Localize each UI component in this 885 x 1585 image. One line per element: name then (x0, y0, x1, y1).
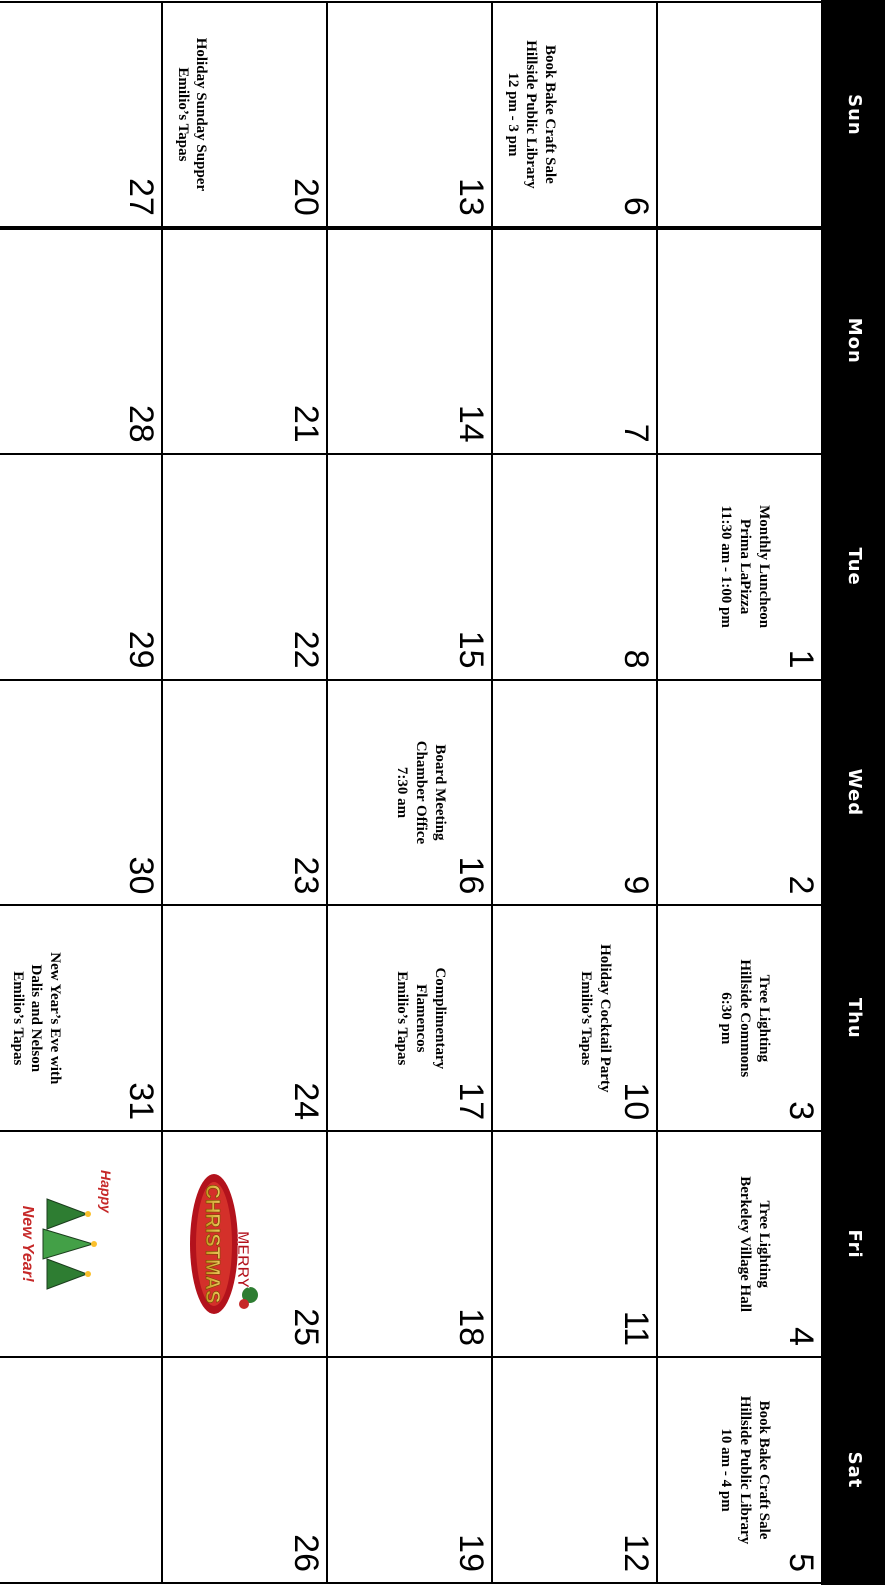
merry-text: MERRY (234, 1231, 251, 1289)
day-number: 11 (617, 1310, 655, 1347)
day-number: 31 (122, 1082, 160, 1121)
day-cell-tue (162, 454, 327, 680)
day-cell-mon (0, 228, 162, 454)
day-cell-tue (492, 454, 657, 680)
event-line: Emilio’s Tapas (578, 971, 595, 1066)
weekday-thu: Thu (823, 905, 885, 1131)
weekday-fri: Fri (823, 1131, 885, 1357)
weekday-sun: Sun (823, 2, 885, 228)
day-cell-thu (657, 905, 823, 1131)
event-line: Emilio’s Tapas (394, 971, 411, 1066)
event-details (717, 1362, 773, 1578)
event-line: Dalis and Nelson (28, 964, 45, 1073)
day-cell-fri (492, 1131, 657, 1357)
event-details (717, 459, 773, 675)
event-line: Holiday Cocktail Party (597, 944, 613, 1093)
day-cell-sun (162, 2, 327, 228)
event-details (736, 1136, 774, 1352)
day-number: 14 (452, 404, 490, 443)
day-number: 29 (122, 630, 160, 669)
day-cell-fri (162, 1131, 327, 1357)
day-number: 20 (287, 178, 325, 216)
day-cell-thu (0, 905, 162, 1131)
day-cell-wed (492, 680, 657, 906)
event-line: Monthly Luncheon (756, 505, 772, 629)
day-number: 26 (287, 1534, 325, 1572)
day-cell-sun (0, 2, 162, 228)
day-cell-fri (0, 1131, 162, 1357)
day-cell-tue (0, 454, 162, 680)
party-hat-icons (43, 1199, 97, 1289)
week-row (657, 2, 823, 1583)
day-cell-fri (327, 1131, 492, 1357)
event-line: Emilio’s Tapas (174, 67, 191, 162)
event-details (393, 910, 449, 1126)
party-hat-icon (47, 1199, 87, 1229)
day-cell-sat (0, 1357, 162, 1583)
day-cell-sat (327, 1357, 492, 1583)
event-line: 12 pm - 3 pm (504, 72, 521, 157)
day-cell-sun (492, 2, 657, 228)
event-details (393, 685, 449, 901)
day-number: 22 (287, 630, 325, 669)
event-line: 10 am - 4 pm (718, 1428, 735, 1512)
day-number: 23 (287, 856, 325, 895)
day-cell-tue (327, 454, 492, 680)
event-line: Tree Lighting (756, 1200, 772, 1288)
event-details (577, 910, 615, 1126)
day-cell-fri (657, 1131, 823, 1357)
day-cell-mon (327, 228, 492, 454)
day-number: 24 (287, 1082, 325, 1121)
party-hat-icon (43, 1229, 93, 1259)
weekday-tue: Tue (823, 454, 885, 680)
day-number: 16 (452, 856, 490, 895)
event-details (503, 7, 559, 222)
day-number: 4 (782, 1327, 820, 1347)
day-cell-mon (657, 228, 823, 454)
day-cell-wed (327, 680, 492, 906)
day-number: 1 (782, 649, 820, 669)
day-cell-thu (492, 905, 657, 1131)
day-number: 25 (287, 1308, 325, 1347)
day-cell-sat (657, 1357, 823, 1583)
christmas-text: CHRISTMAS (201, 1184, 223, 1304)
weekday-mon: Mon (823, 228, 885, 454)
party-hat-icon (47, 1259, 87, 1289)
event-line: Hillside Public Library (523, 40, 540, 189)
day-number: 19 (452, 1534, 490, 1572)
day-number: 7 (617, 423, 655, 443)
day-cell-mon (162, 228, 327, 454)
event-details (717, 910, 773, 1126)
day-number: 2 (782, 875, 820, 895)
event-line: Chamber Office (413, 740, 430, 845)
event-details (173, 7, 211, 222)
event-line: Holiday Sunday Supper (193, 37, 210, 192)
event-line: Complimentary (432, 967, 448, 1070)
weekday-wed: Wed (823, 680, 885, 906)
event-line: Prima LaPizza (737, 518, 754, 615)
new-year-text: New Year! (19, 1205, 36, 1283)
weekday-header-row (823, 2, 885, 1583)
week-row (162, 2, 327, 1583)
day-number: 3 (782, 1101, 820, 1121)
day-number: 15 (452, 630, 490, 669)
day-cell-tue (657, 454, 823, 680)
event-line: 6:30 pm (718, 992, 735, 1045)
day-number: 8 (617, 649, 655, 669)
week-row (492, 2, 657, 1583)
day-number: 10 (617, 1082, 655, 1121)
day-cell-wed (162, 680, 327, 906)
day-number: 9 (617, 875, 655, 895)
day-cell-sun (657, 2, 823, 228)
event-line: Hillside Commons (737, 959, 754, 1078)
day-number: 12 (617, 1534, 655, 1572)
event-line: 11:30 am - 1:00 pm (718, 505, 735, 628)
day-number: 5 (782, 1553, 820, 1572)
event-line: Hillside Public Library (737, 1395, 754, 1545)
event-line: Board Meeting (432, 744, 448, 841)
day-number: 17 (452, 1082, 490, 1121)
day-cell-mon (492, 228, 657, 454)
event-line: Book Bake Craft Sale (542, 45, 559, 184)
day-cell-wed (657, 680, 823, 906)
day-number: 28 (122, 404, 160, 443)
happy-text: Happy (98, 1170, 114, 1213)
day-number: 30 (122, 856, 160, 895)
day-number: 21 (287, 404, 325, 443)
happy-new-year-graphic (17, 1164, 117, 1324)
event-line: 7:30 am (394, 766, 411, 819)
happy-new-year-image (12, 1164, 117, 1324)
day-number: 18 (452, 1308, 490, 1347)
day-number: 13 (452, 178, 490, 216)
event-details (8, 910, 64, 1126)
day-cell-thu (162, 905, 327, 1131)
week-row (327, 2, 492, 1583)
day-cell-sun (327, 2, 492, 228)
event-line: New Year’s Eve with (47, 952, 64, 1085)
day-number: 6 (617, 196, 655, 216)
event-line: Berkeley Village Hall (737, 1176, 754, 1313)
event-line: Flamencos (413, 984, 430, 1053)
event-line: Tree Lighting (756, 974, 772, 1062)
day-cell-sat (162, 1357, 327, 1583)
event-line: Emilio’s Tapas (9, 971, 26, 1066)
day-cell-sat (492, 1357, 657, 1583)
day-cell-thu (327, 905, 492, 1131)
merry-christmas-image (177, 1169, 264, 1319)
week-row (0, 2, 162, 1583)
weekday-sat: Sat (823, 1357, 885, 1583)
merry-christmas-graphic (182, 1169, 264, 1319)
day-cell-wed (0, 680, 162, 906)
day-number: 27 (122, 178, 160, 216)
event-line: Book Bake Craft Sale (756, 1400, 772, 1540)
